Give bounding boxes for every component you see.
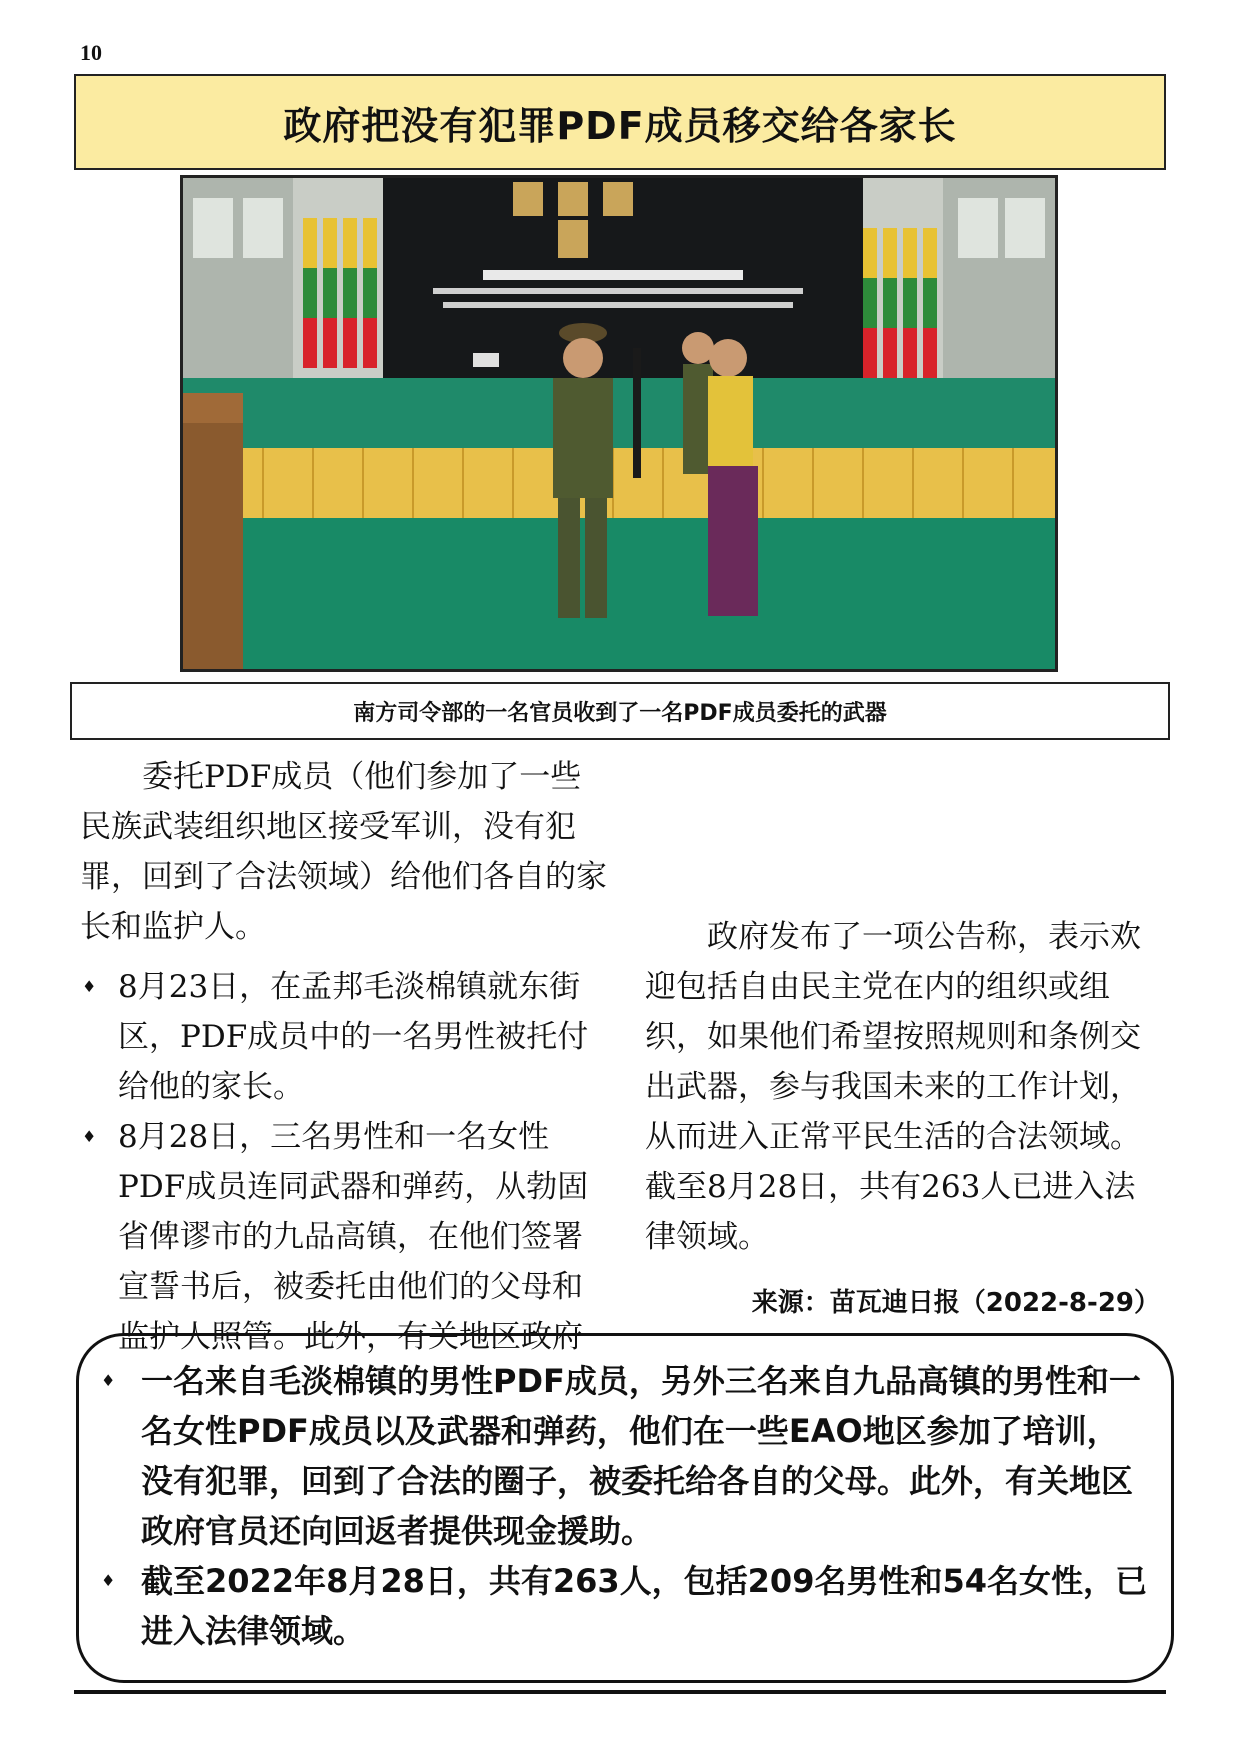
photo-caption: 南方司令部的一名官员收到了一名PDF成员委托的武器 [353, 700, 887, 726]
summary-bullet-2: ♦ 截至2022年8月28日，共有263人，包括209名男性和54名女性，已进入法律领域。 [101, 1556, 1149, 1656]
bottom-rule [74, 1690, 1166, 1694]
photo-caption-box [70, 682, 1170, 740]
article-bullet-2: ♦ 8月28日，三名男性和一名女性PDF成员连同武器和弹药，从勃固省俾谬市的九品高镇，在他们签署宣誓书后，被委托由他们的父母和监护人照管。此外，有关地区政府 [80, 1112, 610, 1362]
page-number: 10 [80, 40, 102, 65]
article-left-column [80, 752, 610, 1362]
headline: 政府把没有犯罪PDF成员移交给各家长 [283, 103, 957, 148]
ceremony-photo [180, 175, 1058, 672]
summary-box [76, 1333, 1174, 1683]
article-right-column [645, 752, 1165, 1262]
article-paragraph-2: 政府发布了一项公告称，表示欢迎包括自由民主党在内的组织或组织，如果他们希望按照规则和条例交出武器，参与我国未来的工作计划，从而进入正常平民生活的合法领域。截至8月28日，共有263人已进入法律领域。 [645, 919, 1141, 1255]
summary-bullet-1: ♦ 一名来自毛淡棉镇的男性PDF成员，另外三名来自九品高镇的男性和一名女性PDF成员以及武器和弹药，他们在一些EAO地区参加了培训，没有犯罪，回到了合法的圈子，被委托给各自的父母。此外，有关地区政府官员还向回返者提供现金援助。 [101, 1356, 1149, 1556]
headline-banner [74, 74, 1166, 170]
article-intro: 委托PDF成员（他们参加了一些民族武装组织地区接受军训，没有犯罪，回到了合法领域）给他们各自的家长和监护人。 [80, 759, 607, 945]
source-credit: 来源：苗瓦迪日报（2022-8-29） [751, 1288, 1160, 1318]
article-bullet-list [80, 962, 610, 1362]
ceremony-illustration [183, 178, 1055, 669]
article-bullet-1: ♦ 8月23日，在孟邦毛淡棉镇就东街区，PDF成员中的一名男性被托付给他的家长。 [80, 962, 610, 1112]
summary-bullet-list [101, 1356, 1149, 1656]
